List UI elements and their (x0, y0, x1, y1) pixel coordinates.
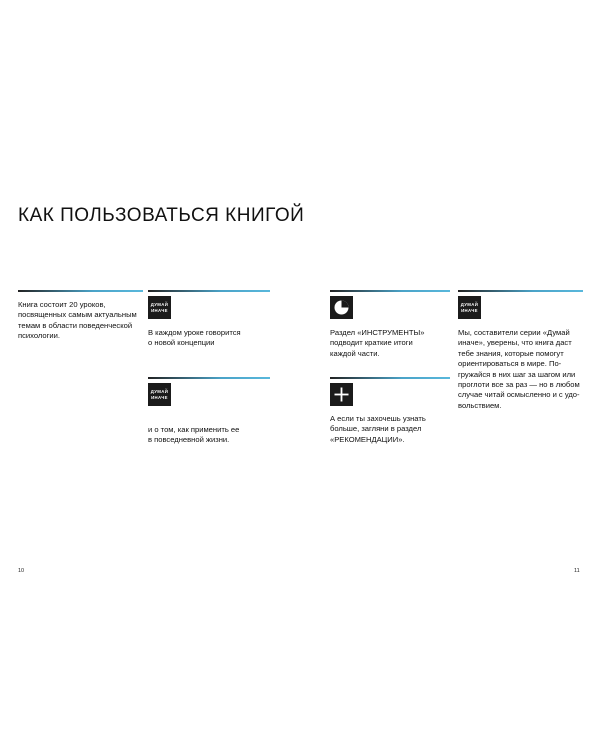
series-line: тебе знания, которые помогут (458, 348, 564, 358)
logo-line2: ИНАЧЕ (151, 307, 168, 313)
plus-icon (333, 386, 350, 403)
intro-text (18, 300, 143, 342)
concept-line: о новой концепции (148, 338, 215, 348)
concept-line: В каждом уроке говорится (148, 328, 241, 337)
tools-line: Раздел «ИНСТРУМЕНТЫ» (330, 328, 425, 337)
dumai-inache-logo (148, 296, 171, 319)
series-line: гружайся в них шаг за шагом или (458, 369, 576, 379)
series-line: проглоти все за раз — но в любом (458, 380, 580, 390)
divider-series (458, 290, 583, 292)
apply-text (148, 425, 273, 446)
logo-line1: ДУМАЙ (150, 389, 169, 395)
recommend-line: «РЕКОМЕНДАЦИИ». (330, 434, 405, 444)
apply-line: в повседневной жизни. (148, 435, 230, 445)
logo-line1: ДУМАЙ (460, 302, 479, 308)
intro-line: психологии. (18, 331, 61, 341)
recommend-line: больше, загляни в раздел (330, 424, 422, 434)
divider-concept (148, 290, 270, 292)
series-line: вольствием. (458, 400, 502, 410)
series-line: иначе», уверены, что книга даст (458, 338, 572, 348)
dumai-inache-logo (458, 296, 481, 319)
concept-text (148, 328, 273, 349)
tools-text (330, 328, 455, 359)
series-text (458, 328, 593, 411)
logo-line1: ДУМАЙ (150, 302, 169, 308)
page-number-right: 11 (574, 568, 580, 574)
intro-line: посвященных самым актуальным (18, 310, 137, 320)
pie-chart-icon (333, 299, 350, 316)
logo-line2: ИНАЧЕ (151, 394, 168, 400)
series-line: Мы, составители серии «Думай (458, 328, 570, 337)
intro-line: темам в области поведенческой (18, 320, 133, 330)
plus-icon (330, 383, 353, 406)
recommend-text (330, 414, 455, 445)
apply-line: и о том, как применить ее (148, 425, 240, 434)
series-line: случае читай осмысленно и с удо- (458, 390, 580, 400)
tools-line: каждой части. (330, 348, 380, 358)
divider-recommend (330, 377, 450, 379)
recommend-line: А если ты захочешь узнать (330, 414, 426, 423)
divider-tools (330, 290, 450, 292)
page-title: КАК ПОЛЬЗОВАТЬСЯ КНИГОЙ (18, 205, 305, 226)
page-number-left: 10 (18, 568, 25, 574)
dumai-inache-logo (148, 383, 171, 406)
divider-intro (18, 290, 143, 292)
tools-line: подводит краткие итоги (330, 338, 413, 348)
intro-line: Книга состоит 20 уроков, (18, 300, 106, 309)
logo-line2: ИНАЧЕ (461, 307, 478, 313)
divider-apply (148, 377, 270, 379)
series-line: ориентироваться в мире. По- (458, 359, 562, 369)
pie-chart-icon (330, 296, 353, 319)
